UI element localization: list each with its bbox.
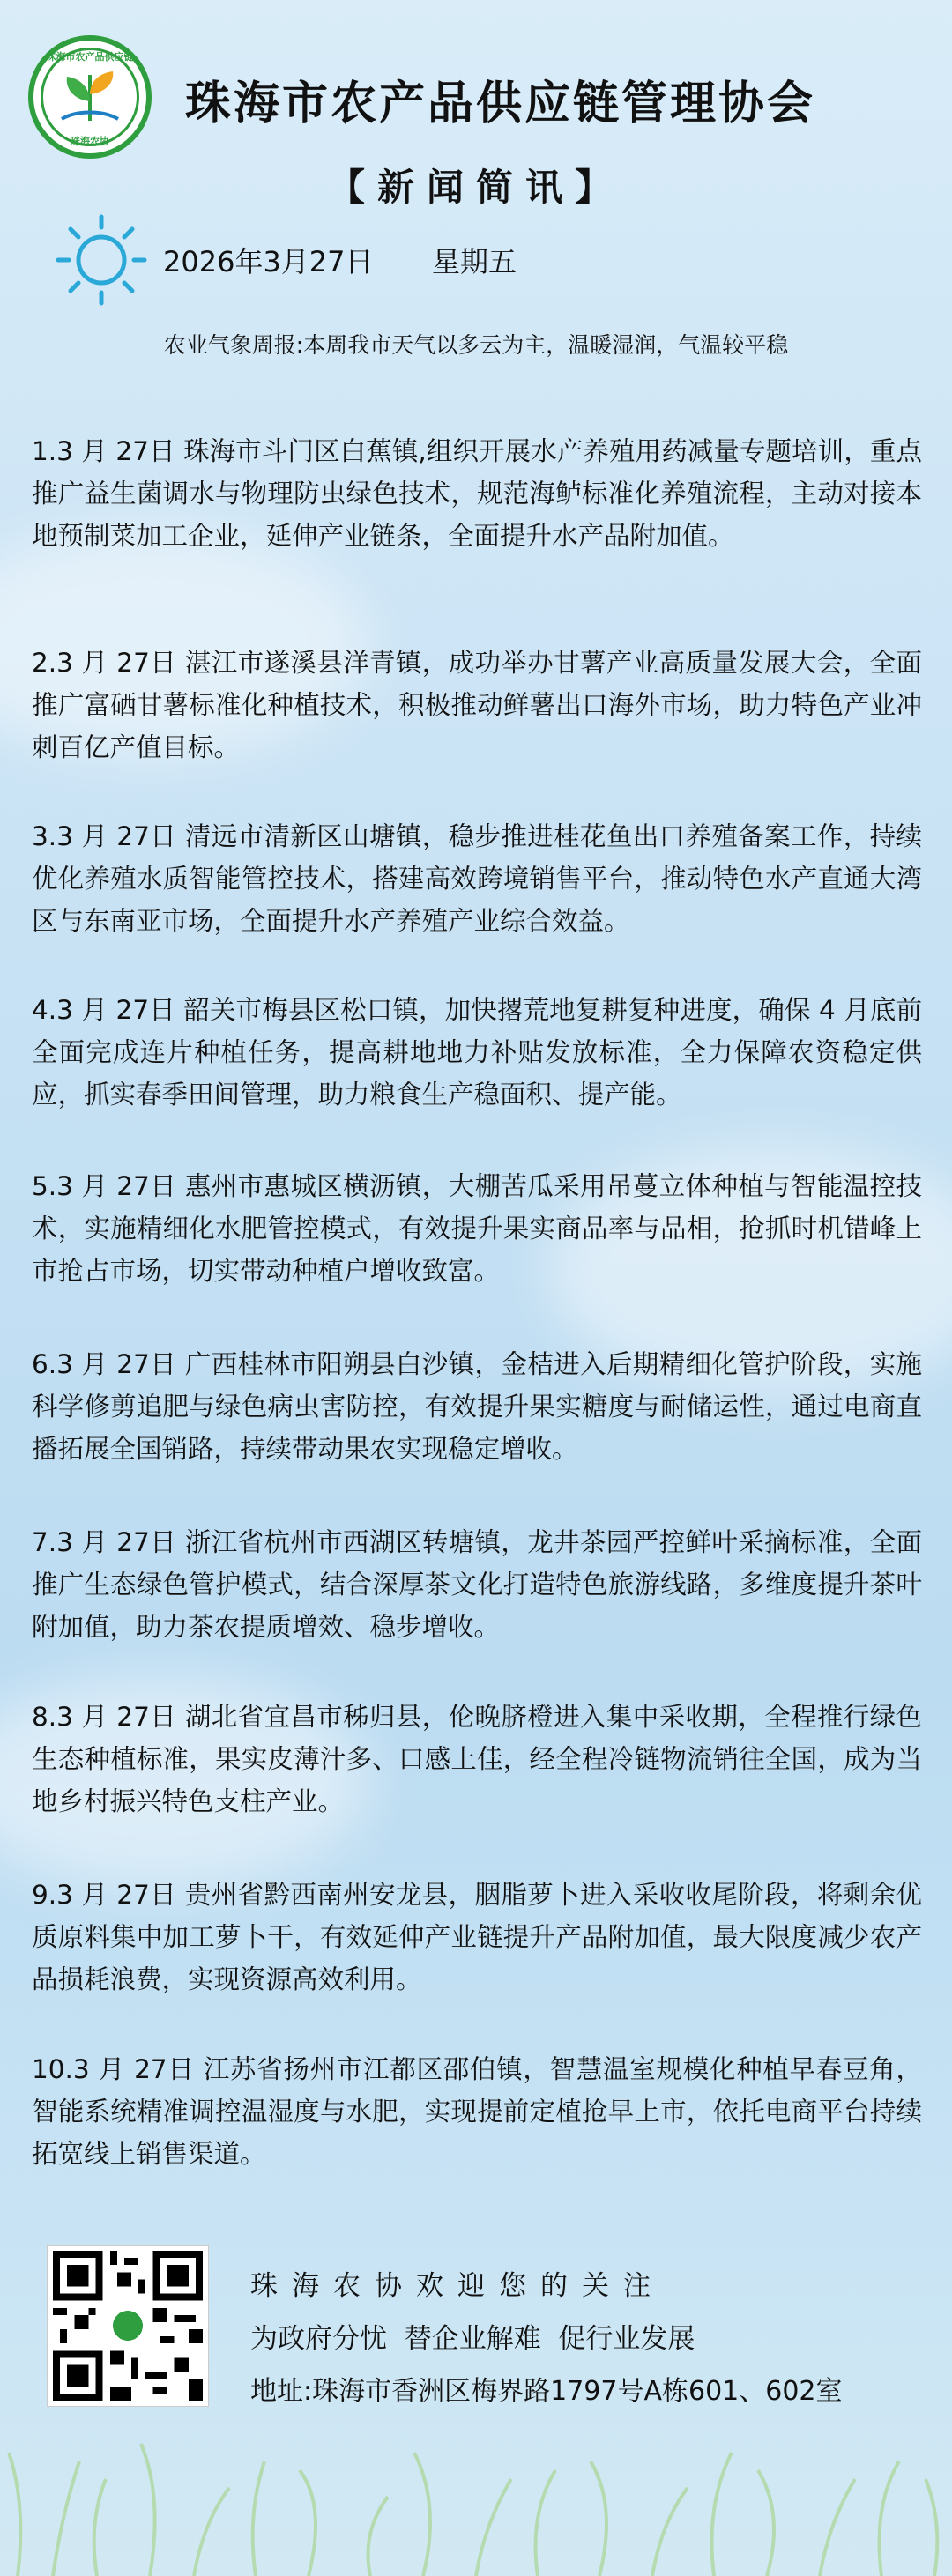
news-item-1: 1.3 月 27日 珠海市斗门区白蕉镇,组织开展水产养殖用药减量专题培训，重点推广益生菌调水与物理防虫绿色技术，规范海鲈标准化养殖流程，主动对接本地预制菜加工企业，延伸产业链条，全面提升水产品附加值。 [32, 436, 922, 551]
news-item-5: 5.3 月 27日 惠州市惠城区横沥镇，大棚苦瓜采用吊蔓立体种植与智能温控技术，实施精细化水肥管控模式，有效提升果实商品率与品相，抢抓时机错峰上市抢占市场，切实带动种植户增收致富。 [32, 1171, 922, 1286]
footer-slogan: 为政府分忧 替企业解难 促行业发展 [250, 2323, 695, 2355]
footer-welcome: 珠海农协欢迎您的关注 [250, 2270, 665, 2302]
date-row [53, 212, 899, 308]
news-item-6: 6.3 月 27日 广西桂林市阳朔县白沙镇，金桔进入后期精细化管护阶段，实施科学修剪追肥与绿色病虫害防控，有效提升果实糖度与耐储运性，通过电商直播拓展全国销路，持续带动果农实现稳定增收。 [32, 1349, 922, 1464]
logo-bottom-text: 珠海农协 [71, 136, 109, 147]
news-item-9: 9.3 月 27日 贵州省黔西南州安龙县，胭脂萝卜进入采收收尾阶段，将剩余优质原料集中加工萝卜干，有效延伸产业链提升产品附加值，最大限度减少农产品损耗浪费，实现资源高效利用。 [32, 1880, 922, 1994]
news-item-4: 4.3 月 27日 韶关市梅县区松口镇，加快撂荒地复耕复种进度，确保 4 月底前全面完成连片种植任务，提高耕地地力补贴发放标准，全力保障农资稳定供应，抓实春季田间管理，助力粮食生产稳面积、提产能。 [32, 995, 922, 1110]
news-item-3: 3.3 月 27日 清远市清新区山塘镇，稳步推进桂花鱼出口养殖备案工作，持续优化养殖水质智能管控技术，搭建高效跨境销售平台，推动特色水产直通大湾区与东南亚市场，全面提升水产养殖产业综合效益。 [32, 821, 922, 936]
grass-decoration [0, 2373, 952, 2576]
footer-address: 地址:珠海市香洲区梅界路1797号A栋601、602室 [250, 2376, 843, 2407]
organization-title: 珠海市农产品供应链管理协会 [185, 78, 816, 130]
header [0, 35, 952, 209]
section-title: 【新闻简讯】 [327, 166, 624, 209]
news-item-2: 2.3 月 27日 湛江市遂溪县洋青镇，成功举办甘薯产业高质量发展大会，全面推广富硒甘薯标准化种植技术，积极推动鲜薯出口海外市场，助力特色产业冲刺百亿产值目标。 [32, 648, 922, 762]
sun-icon [53, 212, 150, 308]
association-logo [28, 35, 152, 159]
weather-report: 农业气象周报:本周我市天气以多云为主，温暖湿润，气温较平稳 [163, 332, 789, 358]
news-item-7: 7.3 月 27日 浙江省杭州市西湖区转塘镇，龙井茶园严控鲜叶采摘标准，全面推广生态绿色管护模式，结合深厚茶文化打造特色旅游线路，多维度提升茶叶附加值，助力茶农提质增效、稳步增收。 [32, 1527, 922, 1642]
logo-top-text: 珠海市农产品供应链 [46, 51, 134, 63]
weekday-text: 星期五 [432, 245, 517, 278]
news-item-8: 8.3 月 27日 湖北省宜昌市秭归县，伦晚脐橙进入集中采收期，全程推行绿色生态种植标准，果实皮薄汁多、口感上佳，经全程冷链物流销往全国，成为当地乡村振兴特色支柱产业。 [32, 1702, 922, 1816]
date-text: 2026年3月27日 [163, 245, 374, 278]
news-item-10: 10.3 月 27日 江苏省扬州市江都区邵伯镇，智慧温室规模化种植早春豆角，智能系统精准调控温湿度与水肥，实现提前定植抢早上市，依托电商平台持续拓宽线上销售渠道。 [32, 2054, 922, 2169]
